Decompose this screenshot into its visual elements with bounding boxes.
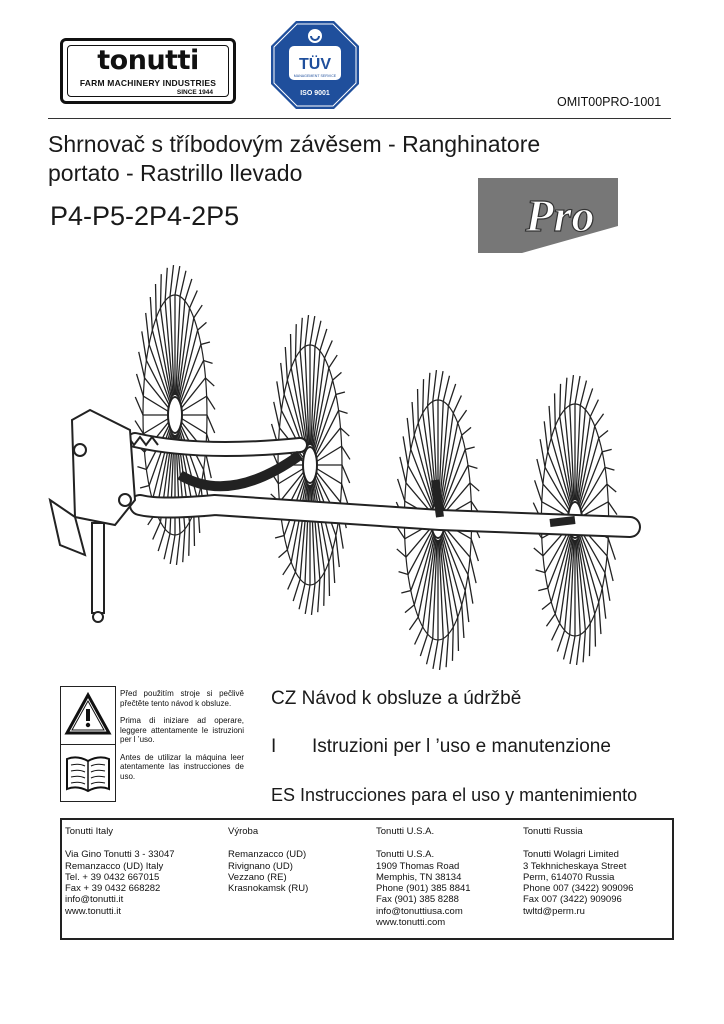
safety-notices [120, 689, 244, 789]
notice-it: Prima di iniziare ad operare, leggere attentamente le istruzioni per l ’uso. [120, 716, 244, 744]
address-line: Rivignano (UD) [228, 860, 293, 872]
tuv-text: TÜV [299, 56, 331, 73]
website-link[interactable]: www.tonutti.com [376, 917, 446, 929]
address-usa [376, 826, 471, 928]
address-line: Perm, 614070 Russia [523, 871, 615, 883]
title-line-1: Shrnovač s tříbodovým závěsem - Ranghinatore [48, 131, 541, 157]
rake-machine-illustration [40, 255, 680, 680]
address-line: Tonutti Wolagri Limited [523, 849, 619, 861]
tuv-subtext: MANAGEMENT SERVICE [293, 74, 337, 78]
header-divider [48, 118, 671, 119]
address-production [228, 826, 308, 894]
manual-book-icon [61, 745, 115, 801]
notice-es: Antes de utilizar la máquina leer atentamente las instrucciones de uso. [120, 752, 244, 781]
address-line: Vezzano (RE) [228, 871, 287, 883]
language-title-es: ES Instrucciones para el uso y mantenimiento [271, 785, 638, 805]
address-line: Remanzacco (UD) Italy [65, 860, 164, 872]
address-heading: Tonutti U.S.A. [376, 826, 435, 837]
model-list: P4-P5-2P4-2P5 [50, 201, 240, 231]
language-title-cz: CZ Návod k obsluze a údržbě [271, 688, 522, 709]
address-italy [65, 826, 175, 917]
address-line: Fax 007 (3422) 909096 [523, 894, 622, 906]
tuv-iso-9001-logo [270, 20, 360, 110]
logo-tagline: FARM MACHINERY INDUSTRIES [79, 78, 217, 88]
address-heading: Tonutti Russia [523, 826, 583, 837]
address-heading: Tonutti Italy [65, 826, 114, 837]
logo-since: SINCE 1944 [176, 89, 213, 96]
address-heading: Výroba [228, 826, 259, 837]
tonutti-logo [60, 38, 236, 104]
address-line: Krasnokamsk (RU) [228, 883, 309, 895]
address-line: Via Gino Tonutti 3 - 33047 [65, 849, 175, 861]
address-line: 3 Tekhnicheskaya Street [523, 860, 627, 872]
address-line: Tonutti U.S.A. [376, 849, 435, 861]
address-line: Fax (901) 385 8288 [376, 894, 459, 906]
language-title-it: Istruzioni per l ’uso e manutenzione [312, 736, 611, 757]
notice-cz: Před použitím stroje si pečlivě přečtěte tento návod k obsluze. [120, 689, 244, 708]
warning-triangle-icon [61, 687, 115, 745]
title-line-2: portato - Rastrillo llevado [48, 160, 303, 186]
pro-series-logo [478, 178, 618, 253]
iso-text: ISO 9001 [300, 90, 330, 97]
language-code-it: I [271, 736, 277, 757]
address-line: 1909 Thomas Road [376, 860, 460, 872]
email-link[interactable]: info@tonuttiusa.com [376, 905, 463, 917]
document-code: OMIT00PRO-1001 [557, 95, 662, 109]
address-line: Phone (901) 385 8841 [376, 883, 471, 895]
contact-addresses [60, 818, 674, 940]
warning-pictograms [60, 686, 116, 802]
address-line: Remanzacco (UD) [228, 849, 307, 861]
address-line: Phone 007 (3422) 909096 [523, 883, 634, 895]
logo-brand-name: tonutti [97, 45, 199, 76]
address-russia [523, 826, 633, 917]
email-link[interactable]: twltd@perm.ru [523, 905, 585, 917]
address-line: Tel. + 39 0432 667015 [65, 871, 160, 883]
website-link[interactable]: www.tonutti.it [65, 905, 121, 917]
pro-logo-text: Pro [525, 190, 595, 241]
address-line: Memphis, TN 38134 [376, 871, 462, 883]
rake-wheel [135, 265, 215, 565]
address-line: Fax + 39 0432 668282 [65, 883, 161, 895]
email-link[interactable]: info@tonutti.it [65, 894, 124, 906]
